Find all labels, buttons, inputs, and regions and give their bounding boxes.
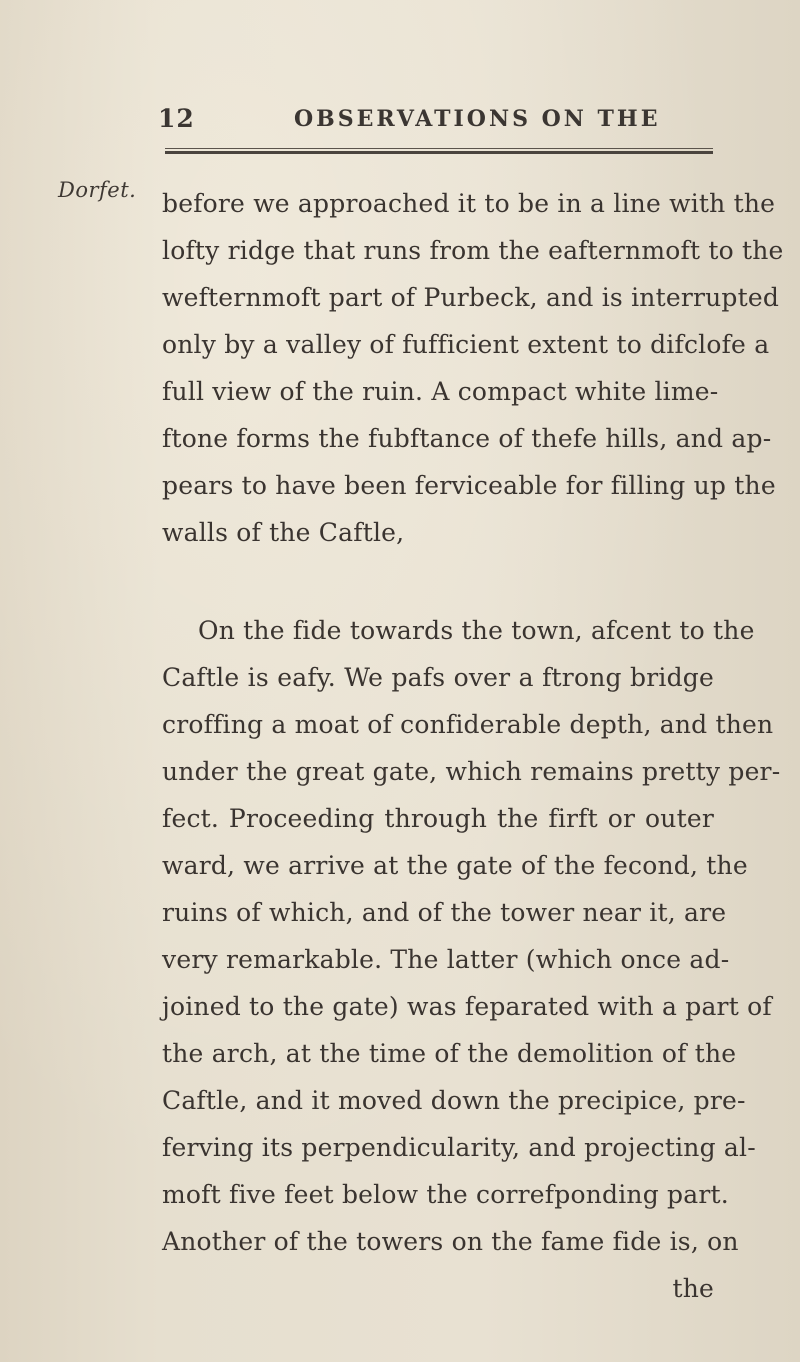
running-head: OBSERVATIONS ON THE — [294, 106, 661, 132]
text-line: very remarkable. The latter (which once ad- — [162, 945, 730, 974]
catchword: the — [672, 1274, 714, 1303]
text-line: under the great gate, which remains pretty per- — [162, 757, 781, 786]
text-line: Caftle is eafy. We pafs over a ftrong bridge — [162, 663, 714, 692]
page-number: 12 — [158, 104, 195, 133]
text-line: Caftle, and it moved down the precipice, pre- — [162, 1086, 746, 1115]
text-line: Another of the towers on the fame fide is, on — [162, 1227, 739, 1256]
text-line: only by a valley of fufficient extent to difclofe a — [162, 330, 770, 359]
text-line: walls of the Caftle, — [162, 518, 405, 547]
page-header — [158, 104, 714, 138]
text-line: ftone forms the fubftance of thefe hills, and ap- — [162, 424, 772, 453]
text-line: wefternmoft part of Purbeck, and is interrupted — [162, 283, 780, 312]
text-line: the arch, at the time of the demolition of the — [162, 1039, 737, 1068]
text-line: ward, we arrive at the gate of the fecond, the — [162, 851, 748, 880]
text-line: lofty ridge that runs from the eafternmoft to the — [162, 236, 784, 265]
paragraph-gap — [162, 556, 714, 607]
text-line: pears to have been ferviceable for filling up the — [162, 471, 776, 500]
text-line: ruins of which, and of the tower near it, are — [162, 898, 727, 927]
body-text — [162, 180, 784, 1312]
text-line: On the fide towards the town, afcent to the — [198, 616, 755, 645]
text-line: full view of the ruin. A compact white lime- — [162, 377, 719, 406]
text-line: moft five feet below the correfponding part. — [162, 1180, 729, 1209]
text-line: before we approached it to be in a line with the — [162, 189, 776, 218]
text-line: joined to the gate) was feparated with a part of — [162, 992, 772, 1021]
text-line: ferving its perpendicularity, and projecting al- — [162, 1133, 756, 1162]
text-line: croffing a moat of confiderable depth, and then — [162, 710, 774, 739]
header-rule — [165, 148, 713, 154]
text-line: fect. Proceeding through the firft or outer — [162, 804, 714, 833]
margin-note: Dorfet. — [58, 178, 137, 202]
